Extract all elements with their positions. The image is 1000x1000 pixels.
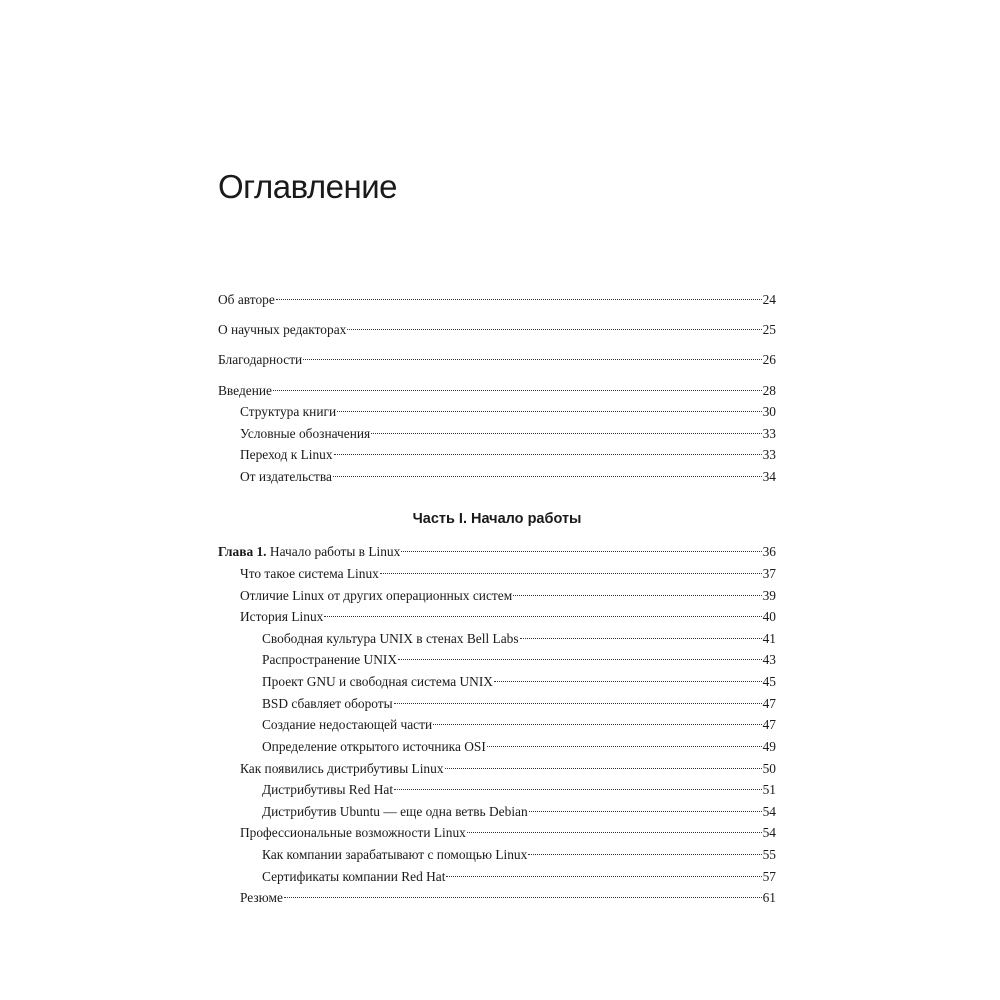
toc-page-number: 47	[762, 696, 776, 711]
dot-leader	[529, 811, 762, 812]
chapter-prefix: Глава 1.	[218, 544, 267, 559]
toc-page-number: 49	[762, 739, 776, 754]
dot-leader	[334, 454, 762, 455]
toc-page-number: 43	[762, 652, 776, 667]
dot-leader	[273, 390, 762, 391]
toc-entry-label: Как появились дистрибутивы Linux	[240, 761, 444, 776]
toc-entry-label: От издательства	[240, 469, 332, 484]
toc-entry[interactable]	[218, 889, 776, 907]
toc-page-number: 33	[762, 447, 776, 462]
toc-entry[interactable]	[218, 803, 776, 821]
dot-leader	[347, 329, 761, 330]
toc-entry[interactable]	[218, 738, 776, 756]
toc-page-number: 54	[762, 804, 776, 819]
toc-entry[interactable]	[218, 587, 776, 605]
toc-page-number: 57	[762, 869, 776, 884]
dot-leader	[337, 411, 761, 412]
toc-page-number: 61	[762, 890, 776, 905]
toc-page-number: 55	[762, 847, 776, 862]
toc-entry-science-editors[interactable]	[218, 321, 776, 339]
toc-page-number: 24	[762, 292, 776, 307]
toc-entry[interactable]	[218, 565, 776, 583]
dot-leader	[394, 789, 762, 790]
toc-page-number: 37	[762, 566, 776, 581]
toc-entry-from-publisher[interactable]	[218, 468, 776, 486]
toc-entry-label: Дистрибутив Ubuntu — еще одна ветвь Debian	[262, 804, 528, 819]
dot-leader	[494, 681, 762, 682]
toc-entry[interactable]	[218, 781, 776, 799]
toc-entry-label: Свободная культура UNIX в стенах Bell Labs	[262, 631, 519, 646]
toc-entry-moving-to-linux[interactable]	[218, 446, 776, 464]
toc-page-number: 26	[762, 352, 776, 367]
toc-entry-label: Введение	[218, 383, 272, 398]
toc-page-number: 34	[762, 469, 776, 484]
toc-entry-label: Благодарности	[218, 352, 303, 367]
dot-leader	[333, 476, 762, 477]
dot-leader	[371, 433, 761, 434]
page-title: Оглавление	[218, 168, 397, 205]
dot-leader	[446, 876, 761, 877]
toc-entry-label: Резюме	[240, 890, 283, 905]
toc-page-number: 51	[762, 782, 776, 797]
toc-entry[interactable]	[218, 673, 776, 691]
toc-entry-label: Определение открытого источника OSI	[262, 739, 486, 754]
toc-entry-acknowledgements[interactable]	[218, 351, 776, 369]
toc-entry-label: История Linux	[240, 609, 324, 624]
dot-leader	[303, 359, 761, 360]
toc-entry-label: Распространение UNIX	[262, 652, 398, 667]
toc-entry-label: Об авторе	[218, 292, 275, 307]
toc-entry-label: BSD сбавляет обороты	[262, 696, 393, 711]
toc-entry-label: Профессиональные возможности Linux	[240, 825, 466, 840]
toc-page-number: 33	[762, 426, 776, 441]
toc-entry-label: О научных редакторах	[218, 322, 347, 337]
toc-page-number: 54	[762, 825, 776, 840]
chapter-title: Начало работы в Linux	[269, 544, 401, 559]
toc-entry-introduction[interactable]	[218, 382, 776, 400]
dot-leader	[380, 573, 762, 574]
toc-page-number: 30	[762, 404, 776, 419]
part-heading: Часть I. Начало работы	[412, 511, 582, 527]
dot-leader	[284, 897, 762, 898]
toc-page-number: 50	[762, 761, 776, 776]
dot-leader	[433, 724, 761, 725]
toc-entry-label: Проект GNU и свободная система UNIX	[262, 674, 493, 689]
dot-leader	[394, 703, 762, 704]
toc-page-number: 45	[762, 674, 776, 689]
dot-leader	[487, 746, 762, 747]
toc-entry[interactable]	[218, 824, 776, 842]
toc-entry-label: Сертификаты компании Red Hat	[262, 869, 446, 884]
toc-chapter-1[interactable]	[218, 543, 776, 561]
toc-entry-label: Отличие Linux от других операционных систем	[240, 588, 513, 603]
toc-entry-conventions[interactable]	[218, 425, 776, 443]
dot-leader	[467, 832, 762, 833]
toc-entry[interactable]	[218, 760, 776, 778]
toc-entry[interactable]	[218, 716, 776, 734]
toc-entry-label: Как компании зарабатывают с помощью Linux	[262, 847, 528, 862]
dot-leader	[528, 854, 761, 855]
toc-entry-label: Переход к Linux	[240, 447, 333, 462]
toc-entry-label: Структура книги	[240, 404, 337, 419]
toc-entry[interactable]	[218, 608, 776, 626]
toc-entry[interactable]	[218, 630, 776, 648]
toc-entry[interactable]	[218, 868, 776, 886]
toc-page-number: 40	[762, 609, 776, 624]
toc-page-number: 36	[762, 544, 776, 559]
toc-entry[interactable]	[218, 651, 776, 669]
dot-leader	[324, 616, 761, 617]
toc-page-number: 41	[762, 631, 776, 646]
toc-page-number: 25	[762, 322, 776, 337]
dot-leader	[401, 551, 761, 552]
dot-leader	[520, 638, 762, 639]
toc-page-number: 28	[762, 383, 776, 398]
dot-leader	[276, 299, 762, 300]
toc-page-number: 39	[762, 588, 776, 603]
toc-entry[interactable]	[218, 695, 776, 713]
toc-entry-label: Что такое система Linux	[240, 566, 379, 581]
toc-entry-label: Создание недостающей части	[262, 717, 433, 732]
toc-entry-book-structure[interactable]	[218, 403, 776, 421]
dot-leader	[398, 659, 762, 660]
toc-entry-label	[218, 543, 400, 561]
dot-leader	[445, 768, 762, 769]
dot-leader	[513, 595, 761, 596]
toc-entry[interactable]	[218, 846, 776, 864]
toc-entry-about-author[interactable]	[218, 291, 776, 309]
toc-entry-label: Дистрибутивы Red Hat	[262, 782, 394, 797]
toc-page-number: 47	[762, 717, 776, 732]
toc-entry-label: Условные обозначения	[240, 426, 371, 441]
